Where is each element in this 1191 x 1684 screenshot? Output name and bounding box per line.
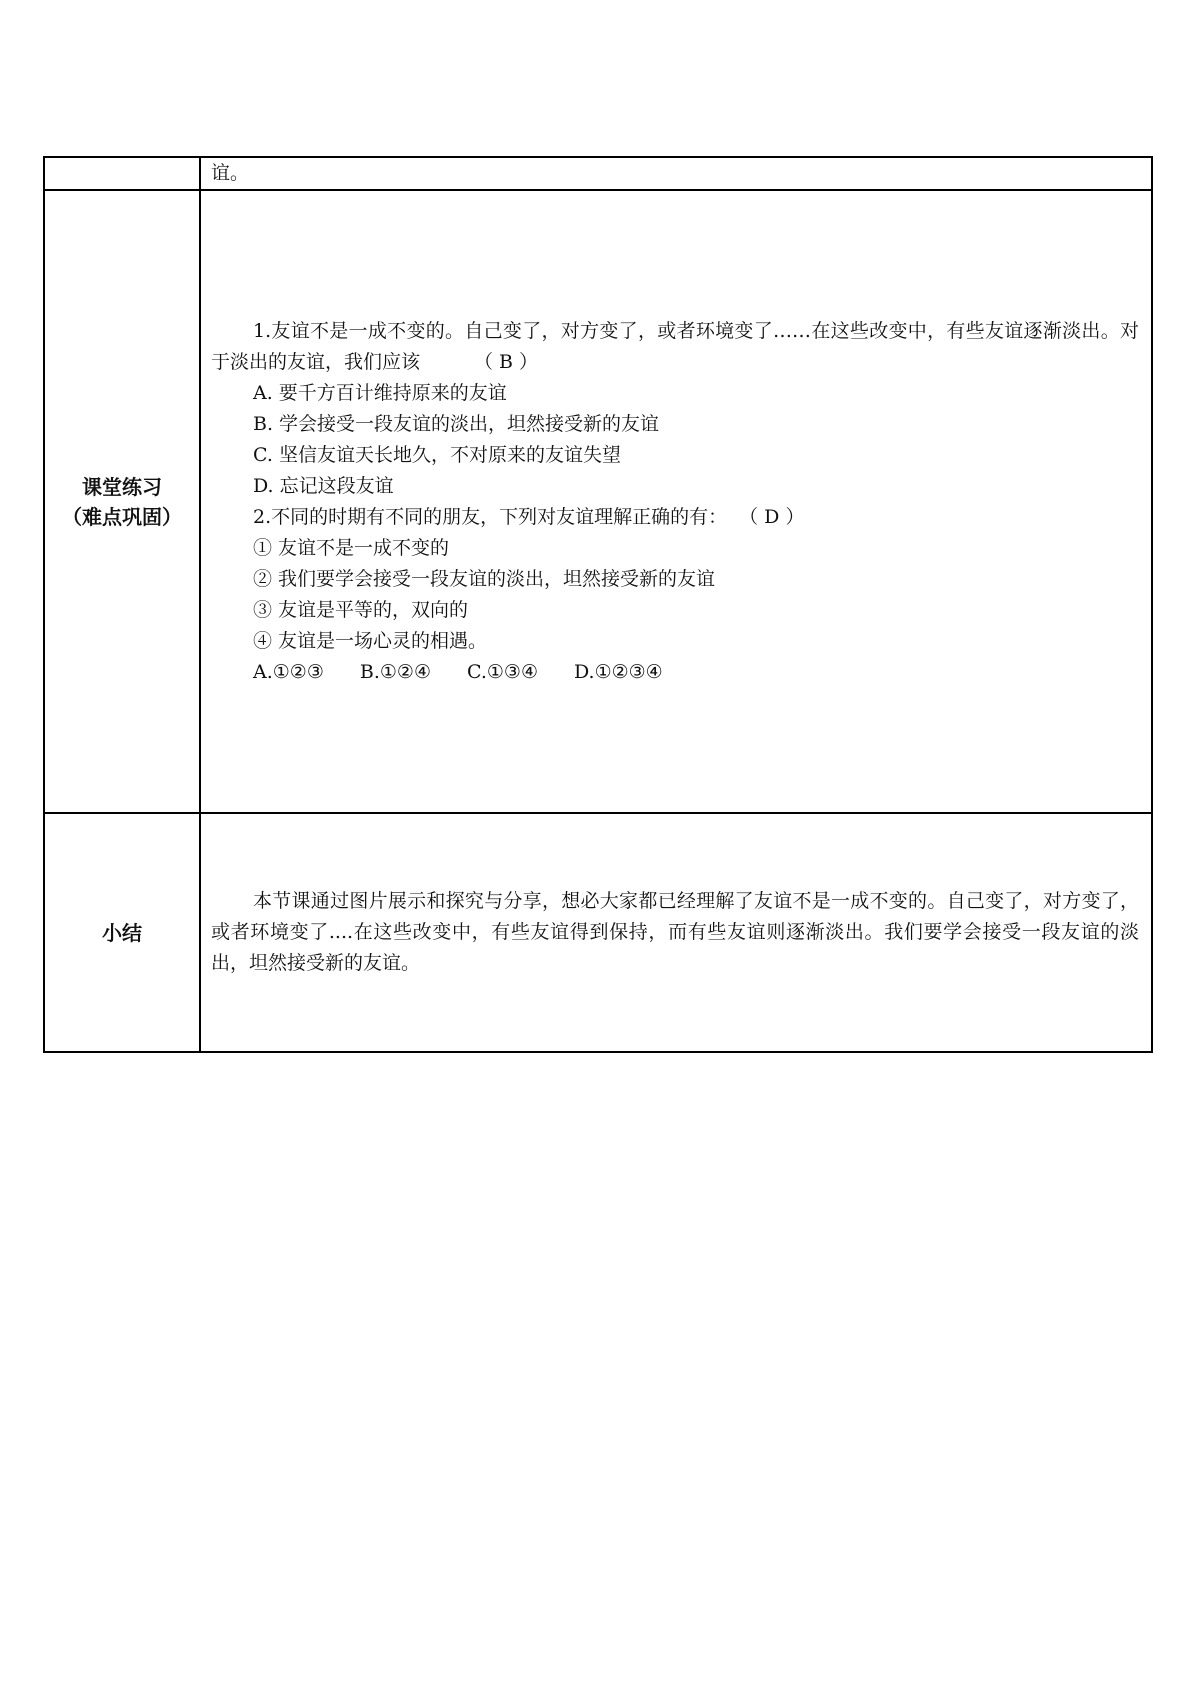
question-2-choices (211, 657, 1139, 688)
continuation-text: 谊。 (211, 162, 250, 184)
summary-text: 本节课通过图片展示和探究与分享，想必大家都已经理解了友谊不是一成不变的。自己变了，对方变了，或者环境变了....在这些改变中，有些友谊得到保持，而有些友谊则逐渐淡出。我们要学会接受一段友谊的淡出，坦然接受新的友谊。 (211, 890, 1139, 974)
practice-label-title: 课堂练习 (82, 474, 162, 499)
question-2-choice-c: C.①③④ (466, 660, 538, 683)
question-2-text: 2.不同的时期有不同的朋友，下列对友谊理解正确的有： (253, 505, 728, 528)
table-row-continuation (44, 157, 1152, 190)
question-1-text: 1.友谊不是一成不变的。自己变了，对方变了，或者环境变了……在这些改变中，有些友谊逐渐淡出。对于淡出的友谊，我们应该 (211, 319, 1139, 373)
question-2-choice-a: A.①②③ (253, 660, 324, 683)
question-1-stem (211, 316, 1139, 378)
question-2-statement-1: ① 友谊不是一成不变的 (253, 536, 450, 559)
row-label-summary: 小结 (44, 813, 200, 1052)
question-1-option-c: C. 坚信友谊天长地久，不对原来的友谊失望 (253, 443, 621, 466)
row-label-practice (44, 190, 200, 813)
question-2-statement-2: ② 我们要学会接受一段友谊的淡出，坦然接受新的友谊 (253, 567, 716, 590)
question-2-answer: （ D ） (739, 505, 805, 528)
question-1-option-a: A. 要千方百计维持原来的友谊 (253, 381, 507, 404)
question-1-option-d: D. 忘记这段友谊 (253, 474, 394, 497)
question-2-choice-d: D.①②③④ (573, 660, 663, 683)
row-label-empty (44, 157, 200, 190)
practice-label-subtitle: （难点巩固） (62, 504, 182, 529)
row-content-continuation (200, 157, 1152, 190)
question-2-statement-4: ④ 友谊是一场心灵的相遇。 (253, 629, 488, 652)
lesson-table (43, 156, 1153, 1053)
question-2-statement-3: ③ 友谊是平等的，双向的 (253, 598, 469, 621)
table-row-practice (44, 190, 1152, 813)
table-row-summary (44, 813, 1152, 1052)
row-content-practice (200, 190, 1152, 813)
question-2-choice-b: B.①②④ (359, 660, 431, 683)
row-content-summary (200, 813, 1152, 1052)
question-2-stem (211, 502, 1139, 533)
question-1-option-b: B. 学会接受一段友谊的淡出，坦然接受新的友谊 (253, 412, 660, 435)
question-1-answer: （ B ） (474, 350, 539, 373)
